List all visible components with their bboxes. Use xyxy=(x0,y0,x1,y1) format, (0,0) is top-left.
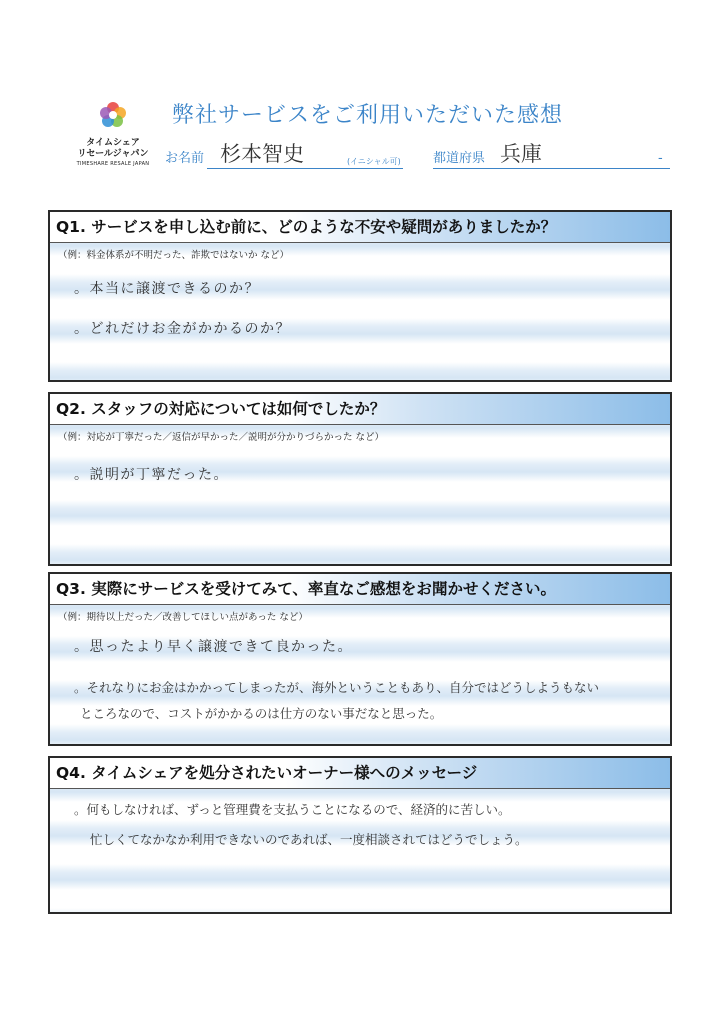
question-1-example: （例：料金体系が不明だった、詐欺ではないか など） xyxy=(58,250,290,261)
initial-note: (イニシャル可) xyxy=(347,157,401,166)
question-4-box xyxy=(48,756,672,914)
question-1-answer-1: 。本当に譲渡できるのか？ xyxy=(74,281,260,297)
question-2-example: （例：対応が丁寧だった／返信が早かった／説明が分かりづらかった など） xyxy=(58,432,385,443)
name-value: 杉本智史 xyxy=(220,142,304,166)
page-title: 弊社サービスをご利用いただいた感想 xyxy=(172,103,564,128)
name-underline xyxy=(207,168,403,169)
question-3-answer-3: ところなので、コストがかかるのは仕方のない事だなと思った。 xyxy=(80,706,443,721)
prefecture-label: 都道府県 xyxy=(433,151,486,166)
prefecture-underline xyxy=(433,168,670,169)
question-4-answer-2: 忙しくてなかなか利用できないのであれば、一度相談されてはどうでしょう。 xyxy=(90,832,528,847)
prefecture-dash: - xyxy=(658,151,663,166)
logo-text-english: TIMESHARE RESALE JAPAN xyxy=(76,161,150,167)
question-3-example: （例：期待以上だった／改善してほしい点があった など） xyxy=(58,612,308,623)
question-2-box xyxy=(48,392,672,566)
logo-text-resale: リセールジャパン xyxy=(77,149,149,159)
question-1-box xyxy=(48,210,672,382)
question-3-answer-2: 。それなりにお金はかかってしまったが、海外ということもあり、自分ではどうしようもない xyxy=(74,680,600,695)
question-1-answer-2: 。どれだけお金がかかるのか？ xyxy=(74,321,291,337)
respondent-info-row xyxy=(165,138,670,172)
logo-flower-icon xyxy=(98,100,128,130)
question-3-answer-1: 。思ったより早く譲渡できて良かった。 xyxy=(74,639,353,655)
prefecture-value: 兵庫 xyxy=(500,142,542,166)
question-2-answer-1: 。説明が丁寧だった。 xyxy=(74,467,229,483)
company-logo xyxy=(58,100,168,168)
question-4-heading: Q4. タイムシェアを処分されたいオーナー様へのメッセージ xyxy=(50,758,670,789)
question-1-heading: Q1. サービスを申し込む前に、どのような不安や疑問がありましたか？ xyxy=(50,212,670,243)
question-4-answer-1: 。何もしなければ、ずっと管理費を支払うことになるので、経済的に苦しい。 xyxy=(74,802,511,817)
question-3-heading: Q3. 実際にサービスを受けてみて、率直なご感想をお聞かせください。 xyxy=(50,574,670,605)
name-label: お名前 xyxy=(165,151,205,166)
question-3-box xyxy=(48,572,672,746)
question-2-heading: Q2. スタッフの対応については如何でしたか？ xyxy=(50,394,670,425)
logo-text-katakana: タイムシェア xyxy=(86,138,140,148)
